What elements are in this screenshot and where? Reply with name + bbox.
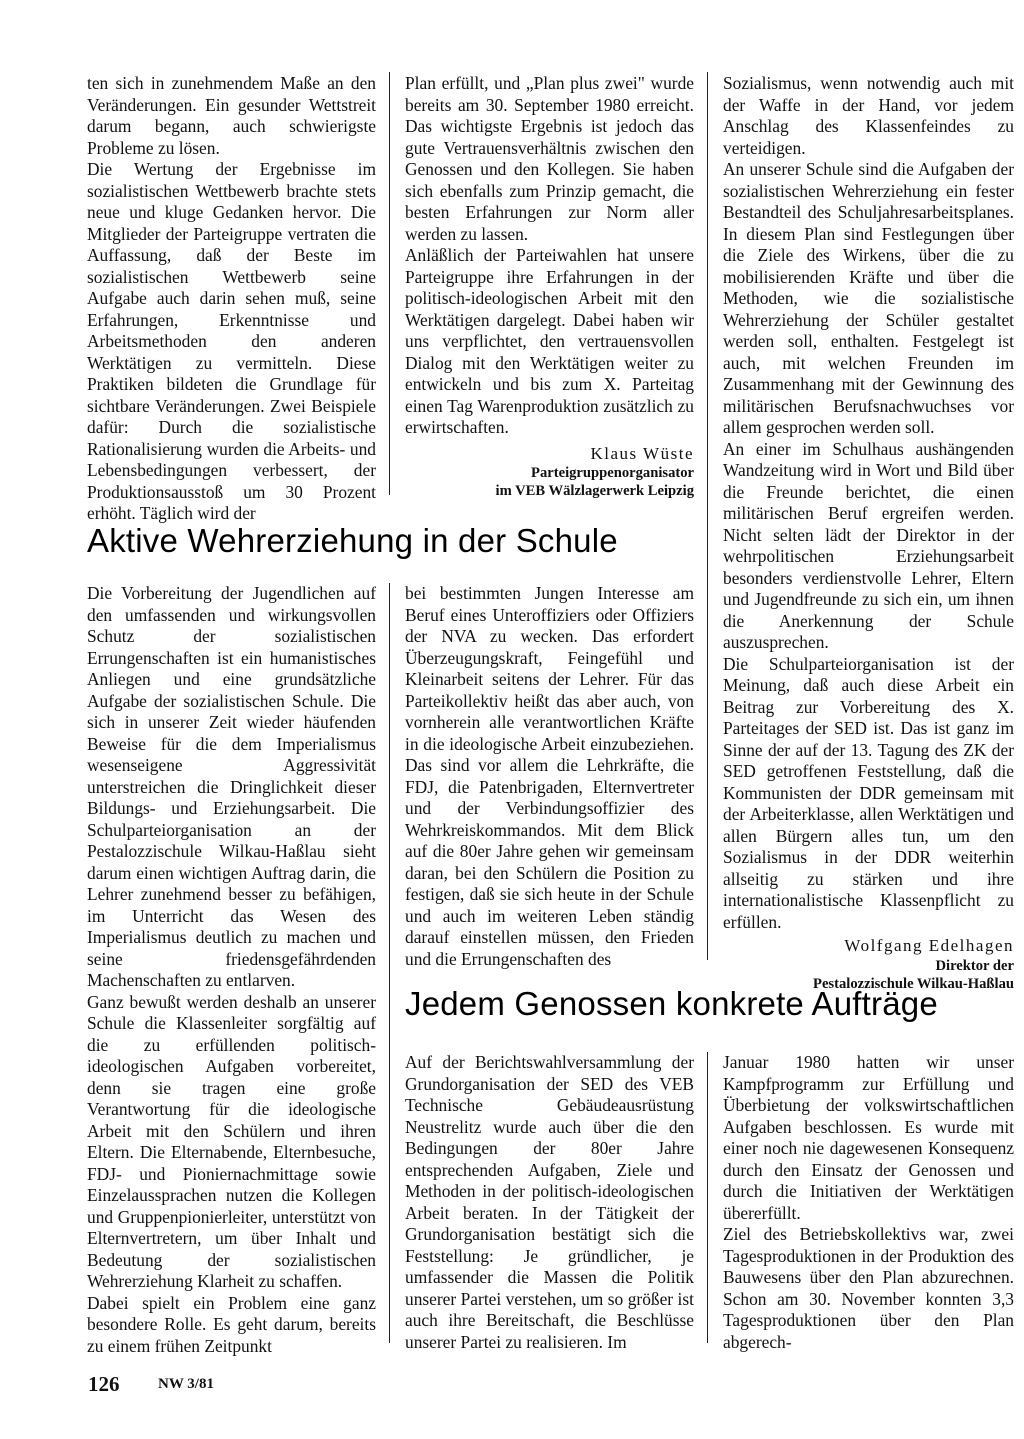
author-name: Klaus Wüste: [590, 443, 694, 463]
paragraph: Anläßlich der Parteiwahlen hat unsere Parteigruppe ihre Erfahrungen in der politisch-ideologischen Arbeit mit den Werktätigen dargelegt. Dabei haben wir uns verpflichtet, den vertrauensvollen Dialog mit den Werktätigen weiter zu entwickeln und bis zum X. Parteitag einen Tag Warenproduktion zusätzlich zu erwirtschaften.: [405, 245, 694, 437]
page-number: 126: [88, 1372, 120, 1396]
column-rule: [389, 583, 390, 1343]
paragraph: Ziel des Betriebskollektivs war, zwei Tagesproduktionen in der Produktion des Bauwesens über den Plan abzurechnen. Schon am 30. November konnten 3,3 Tagesproduktionen über den Plan abgerech-: [723, 1224, 1014, 1352]
paragraph: Die Vorbereitung der Jugendlichen auf den umfassenden und wirkungsvollen Schutz der sozialistischen Errungenschaften ist ein humanistisches Anliegen und eine grundsätzliche Aufgabe der sozialistischen Schule. Die sich in unserer Zeit wieder häufenden Beweise für die dem Imperialismus wesenseigene Aggressivität unterstreichen die Dringlichkeit dieser Bildungs- und Erziehungsarbeit. Die Schulparteiorganisation an der Pestalozzischule Wilkau-Haßlau sieht darum einen wichtigen Auftrag darin, die Lehrer zunehmend besser zu befähigen, im Unterricht das Wesen des Imperialismus deutlich zu machen und seine friedensgefährdenden Machenschaften zu entlarven.: [87, 583, 376, 990]
article2-column-3: [723, 73, 1014, 993]
article1-column-2: [405, 73, 694, 500]
article2-column-1: [87, 583, 376, 1357]
paragraph: ten sich in zunehmendem Maße an den Veränderungen. Ein gesunder Wettstreit darum begann, auch schwierigste Probleme zu lösen.: [87, 73, 376, 158]
author-role: Parteigruppenorganisator: [531, 465, 694, 481]
paragraph: Ganz bewußt werden deshalb an unserer Schule die Klassenleiter sorgfältig auf die zu erfüllenden politisch-ideologischen Aufgaben vorbereitet, denn sie tragen eine große Verantwortung für die ideologische Arbeit mit den Schülern und ihren Eltern. Die Elternabende, Elternbesuche, FDJ- und Pioniernachmittage sowie Einzelaussprachen nutzen die Kollegen und Gruppenpionierleiter, unterstützt von Elternvertretern, um über Inhalt und Bedeutung der sozialistischen Wehrerziehung Klarheit zu schaffen.: [87, 991, 376, 1291]
paragraph: Die Wertung der Ergebnisse im sozialistischen Wettbewerb brachte stets neue und kluge Gedanken hervor. Die Mitglieder der Parteigruppe vertraten die Auffassung, daß der Beste im sozialistischen Wettbewerb seine Aufgabe auch darin sehen muß, seine Erfahrungen, Erkenntnisse und Arbeitsmethoden den anderen Werktätigen zu vermitteln. Diese Praktiken bildeten die Grundlage für sichtbare Veränderungen. Zwei Beispiele dafür: Durch die sozialistische Rationalisierung wurden die Arbeits- und Lebensbedingungen verbessert, der Produktionsausstoß um 30 Prozent erhöht. Täglich wird der: [87, 159, 376, 523]
author-role: Direktor der: [935, 957, 1014, 974]
paragraph: bei bestimmten Jungen Interesse am Beruf eines Unteroffiziers oder Offiziers der NVA zu wecken. Das erfordert Überzeugungskraft, Feingefühl und Kleinarbeit seitens der Lehrer. Für das Parteikollektiv heißt das aber auch, von vornherein alle verantwortlichen Kräfte in die ideologische Arbeit einzubeziehen. Das sind vor allem die Lehrkräfte, die FDJ, die Patenbrigaden, Elternvertreter und der Verbindungsoffizier des Wehrkreiskommandos. Mit dem Blick auf die 80er Jahre gehen wir gemeinsam daran, bei den Schülern die Position zu festigen, daß sie sich heute in der Schule und auch im weiteren Leben ständig darauf einstellen müssen, den Frieden und die Errungenschaften des: [405, 583, 694, 969]
paragraph: Auf der Berichtswahlversammlung der Grundorganisation der SED des VEB Technische Gebäudeausrüstung Neustrelitz wurde auch über die den Bedingungen der 80er Jahre entsprechenden Aufgaben, Ziele und Methoden in der politisch-ideologischen Arbeit beraten. In der Tätigkeit der Grundorganisation bestätigt sich die Feststellung: Je gründlicher, je umfassender die Massen die Politik unserer Partei verstehen, um so größer ist auch ihre Bereitschaft, die Beschlüsse unserer Partei zu realisieren. Im: [405, 1052, 694, 1352]
paragraph: Die Schulparteiorganisation ist der Meinung, daß auch diese Arbeit ein Beitrag zur Vorbereitung des X. Parteitages der SED ist. Das ist ganz im Sinne der auf der 13. Tagung des ZK der SED getroffenen Feststellung, daß die Kommunisten der DDR gemeinsam mit der Arbeiterklasse, allen Werktätigen und allen Bürgern alles tun, um den Sozialismus in der DDR weiterhin allseitig zu stärken und ihre internationalistische Klassenpflicht zu erfüllen.: [723, 653, 1014, 932]
column-rule: [707, 1052, 708, 1343]
column-rule: [389, 72, 390, 495]
author-organization: im VEB Wälzlagerwerk Leipzig: [495, 483, 694, 499]
paragraph: Sozialismus, wenn notwendig auch mit der Waffe in der Hand, vor jedem Anschlag des Klassenfeindes zu verteidigen.: [723, 73, 1014, 158]
author-organization: Pestalozzischule Wilkau-Haßlau: [813, 975, 1014, 992]
paragraph: An einer im Schulhaus aushängenden Wandzeitung wird in Wort und Bild über die Freunde berichtet, die einen militärischen Beruf ergreifen werden. Nicht selten lädt der Direktor in der wehrpolitischen Erziehungsarbeit besonders verdienstvolle Lehrer, Eltern und Jugendfreunde zu sich ein, um ihnen die Anerkennung der Schule auszusprechen.: [723, 438, 1014, 652]
paragraph: An unserer Schule sind die Aufgaben der sozialistischen Wehrerziehung ein fester Bestandteil des Schuljahresarbeitsplanes. In diesem Plan sind Festlegungen über die Ziele des Wirkens, über die zu mobilisierenden Kräfte und über die Methoden, wie die sozialistische Wehrerziehung der Schüler gestaltet werden soll, enthalten. Festgelegt ist auch, mit welchen Freunden im Zusammenhang mit der Gewinnung des militärischen Berufsnachwuchses vor allem gesprochen werden soll.: [723, 159, 1014, 437]
paragraph: Plan erfüllt, und „Plan plus zwei" wurde bereits am 30. September 1980 erreicht. Das wichtigste Ergebnis ist jedoch das gute Vertrauensverhältnis zwischen den Genossen und den Kollegen. Sie haben sich ebenfalls zum Prinzip gemacht, die besten Erfahrungen zur Norm aller werden zu lassen.: [405, 73, 694, 244]
paragraph: Dabei spielt ein Problem eine ganz besondere Rolle. Es geht darum, bereits zu einem frühen Zeitpunkt: [87, 1292, 376, 1356]
headline-genossen: Jedem Genossen konkrete Aufträge: [405, 985, 938, 1022]
signature-block: [723, 935, 1014, 993]
paragraph: Januar 1980 hatten wir unser Kampfprogramm zur Erfüllung und Überbietung der volkswirtschaftlichen Aufgaben beschlossen. Es wurde mit einer noch nie dagewesenen Konsequenz durch den Einsatz der Genossen und durch die Initiativen der Werktätigen übererfüllt.: [723, 1052, 1014, 1223]
column-rule: [707, 72, 708, 960]
article1-column-1: [87, 73, 376, 525]
author-name: Wolfgang Edelhagen: [844, 936, 1014, 955]
signature-block: [405, 443, 694, 501]
issue-label: NW 3/81: [158, 1376, 214, 1392]
article2-column-2: [405, 583, 694, 970]
article3-column-2: [723, 1052, 1014, 1353]
headline-wehrerziehung: Aktive Wehrerziehung in der Schule: [87, 522, 618, 559]
article3-column-1: [405, 1052, 694, 1353]
